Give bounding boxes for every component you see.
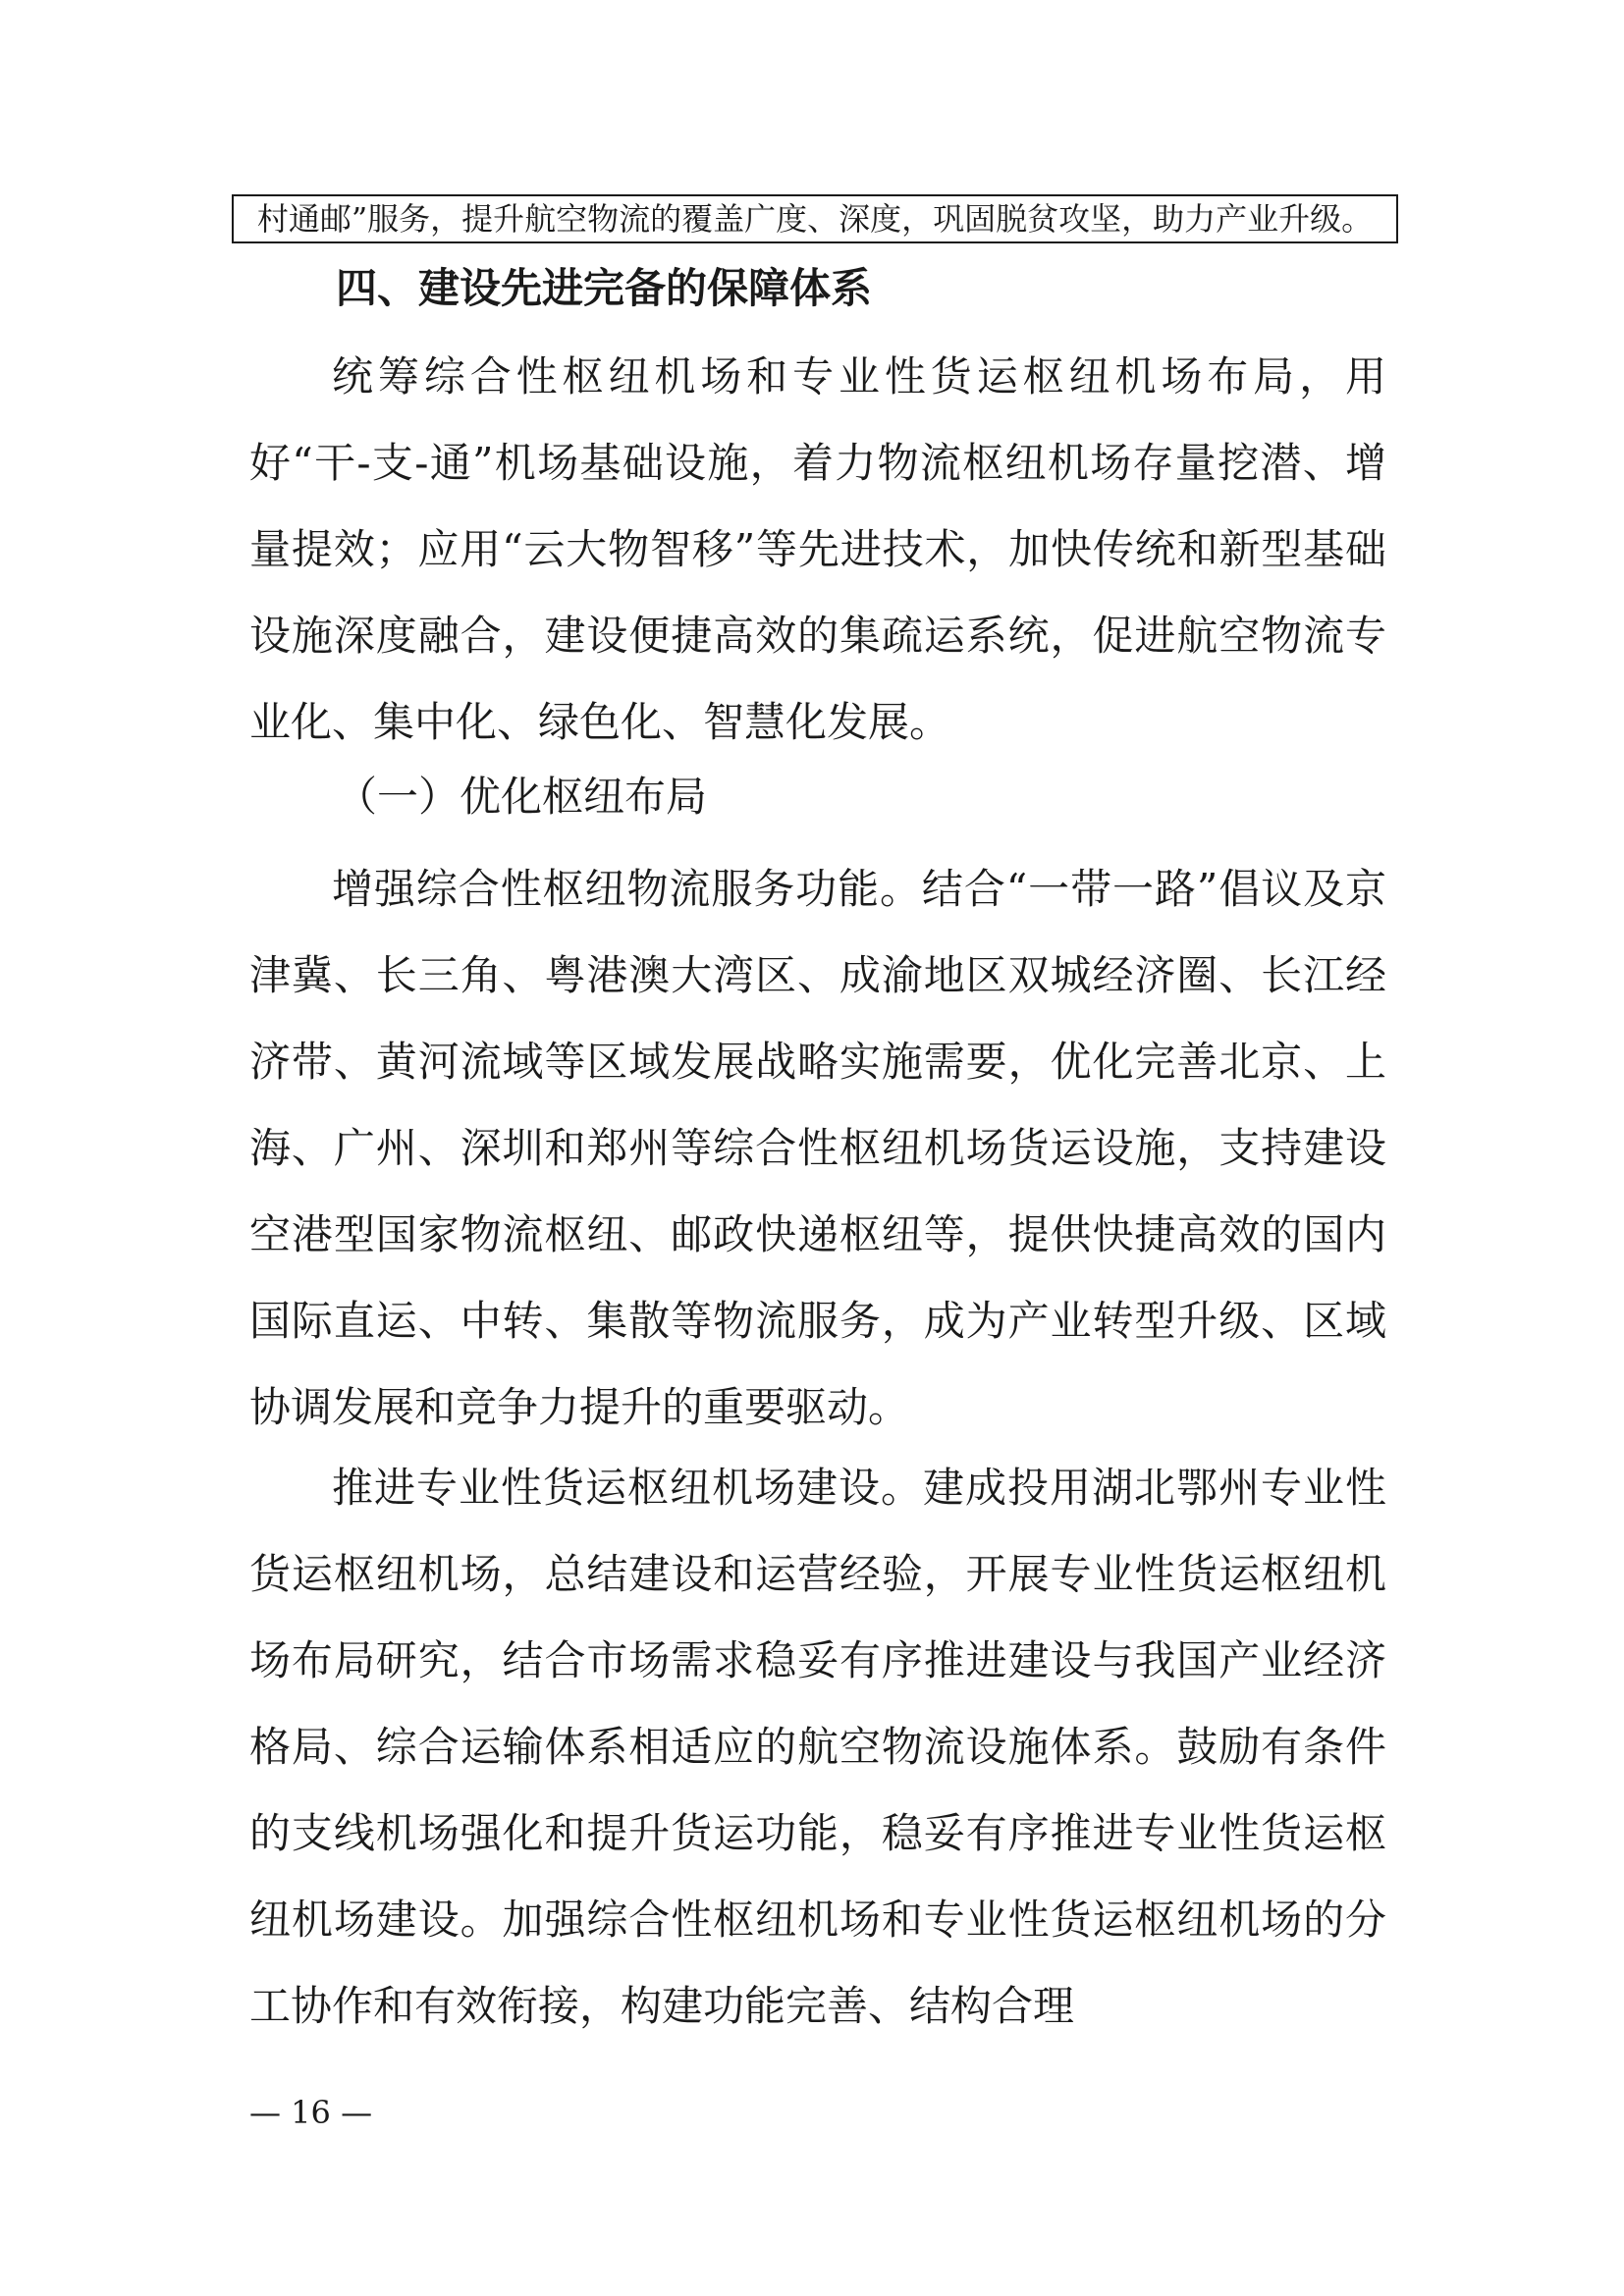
cargo-hubs-paragraph: 推进专业性货运枢纽机场建设。建成投用湖北鄂州专业性货运枢纽机场，总结建设和运营经验，开展专业性货运枢纽机场布局研究，结合市场需求稳妥有序推进建设与我国产业经济格局、综合运输体系相适应的航空物流设施体系。鼓励有条件的支线机场强化和提升货运功能，稳妥有序推进专业性货运枢纽机场建设。加强综合性枢纽机场和专业性货运枢纽机场的分工协作和有效衔接，构建功能完善、结构合理 (249, 1464, 1386, 2030)
hub-services-paragraph: 增强综合性枢纽物流服务功能。结合“一带一路”倡议及京津冀、长三角、粤港澳大湾区、成渝地区双城经济圈、长江经济带、黄河流域等区域发展战略实施需要，优化完善北京、上海、广州、深圳和郑州等综合性枢纽机场货运设施，支持建设空港型国家物流枢纽、邮政快递枢纽等，提供快捷高效的国内国际直运、中转、集散等物流服务，成为产业转型升级、区域协调发展和竞争力提升的重要驱动。 (249, 865, 1386, 1431)
section-heading: 四、建设先进完备的保障体系 (336, 264, 873, 312)
intro-paragraph: 统筹综合性枢纽机场和专业性货运枢纽机场布局，用好“干-支-通”机场基础设施，着力物流枢纽机场存量挖潜、增量提效；应用“云大物智移”等先进技术，加快传统和新型基础设施深度融合，建设便捷高效的集疏运系统，促进航空物流专业化、集中化、绿色化、智慧化发展。 (249, 352, 1386, 746)
subsection-heading: （一）优化枢纽布局 (336, 773, 708, 821)
boxed-text-continuation: 村通邮”服务，提升航空物流的覆盖广度、深度，巩固脱贫攻坚，助力产业升级。 (232, 194, 1398, 243)
page-number: — 16 — (249, 2094, 373, 2131)
